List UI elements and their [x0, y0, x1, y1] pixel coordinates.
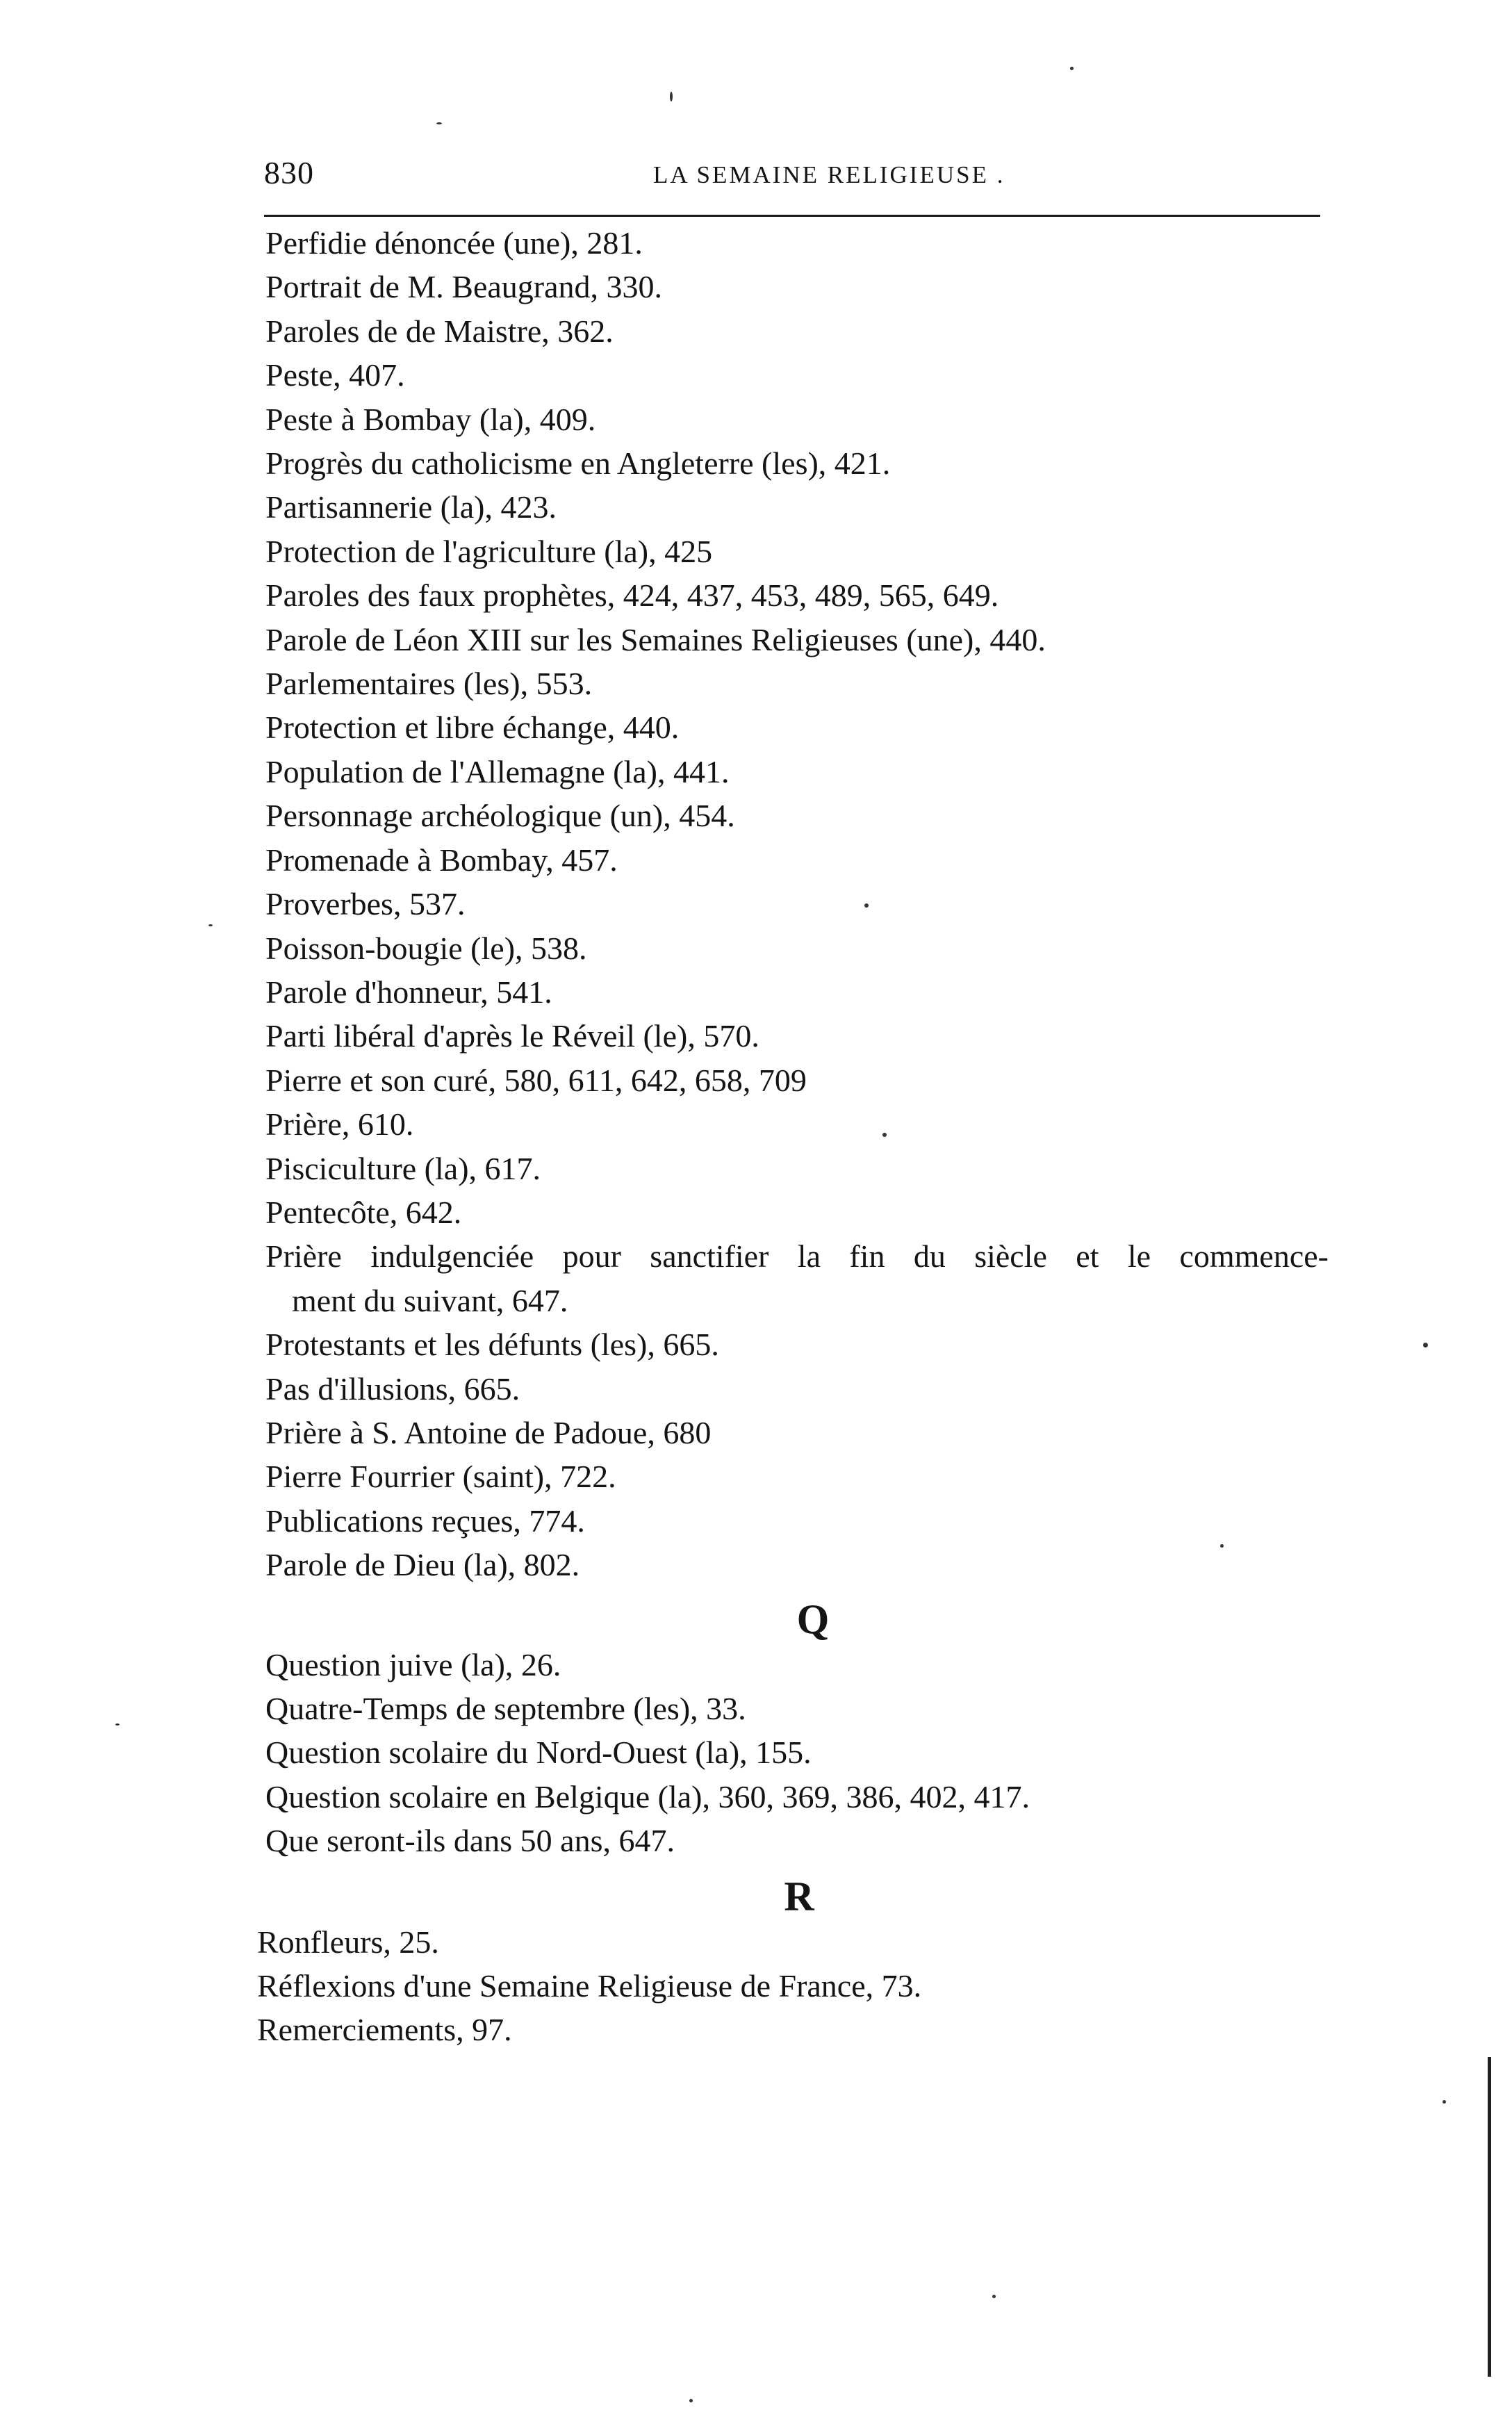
index-entry: Population de l'Allemagne (la), 441. — [265, 753, 730, 789]
index-entry: Protection de l'agriculture (la), 425 — [265, 533, 713, 569]
scan-speck — [1443, 2100, 1446, 2104]
index-entry: Partisannerie (la), 423. — [265, 489, 557, 525]
section-letter-r: R — [784, 1873, 814, 1919]
index-entry: Paroles des faux prophètes, 424, 437, 453, 489, 565, 649. — [265, 577, 999, 614]
scan-speck — [436, 122, 442, 124]
index-entry: Peste à Bombay (la), 409. — [265, 401, 596, 437]
scan-speck — [670, 92, 673, 101]
index-list — [257, 221, 1327, 2052]
index-entry: Quatre-Temps de septembre (les), 33. — [265, 1691, 746, 1726]
scan-edge-mark — [1488, 2057, 1491, 2377]
index-entry: Progrès du catholicisme en Angleterre (les), 421. — [265, 445, 891, 482]
scan-speck — [1070, 67, 1074, 70]
index-entry: Protection et libre échange, 440. — [265, 710, 680, 746]
index-entry: Peste, 407. — [265, 357, 405, 393]
index-entry: Pentecôte, 642. — [265, 1194, 462, 1230]
page-number: 830 — [264, 155, 314, 190]
index-entry: Question scolaire en Belgique (la), 360, 369, 386, 402, 417. — [265, 1778, 1030, 1814]
index-entry: Parole de Léon XIII sur les Semaines Religieuses (une), 440. — [265, 621, 1046, 657]
scan-speck — [689, 2399, 693, 2402]
index-entry: Pierre Fourrier (saint), 722. — [265, 1459, 616, 1495]
index-entry: Parlementaires (les), 553. — [265, 666, 593, 702]
index-entry: Réflexions d'une Semaine Religieuse de France, 73. — [257, 1968, 922, 2004]
index-entry: Poisson-bougie (le), 538. — [265, 930, 587, 966]
index-entry: Parole de Dieu (la), 802. — [265, 1547, 580, 1583]
index-entry: Portrait de M. Beaugrand, 330. — [265, 269, 663, 305]
scan-speck — [992, 2295, 996, 2298]
index-entry: Personnage archéologique (un), 454. — [265, 798, 735, 834]
index-entry: Question juive (la), 26. — [265, 1646, 561, 1682]
index-entry: Prière indulgenciée pour sanctifier la fin du siècle et le commence- — [265, 1238, 1329, 1275]
index-entry: Pas d'illusions, 665. — [265, 1370, 520, 1407]
running-title: LA SEMAINE RELIGIEUSE . — [653, 161, 1005, 188]
scan-speck — [882, 1133, 887, 1137]
page-header — [264, 154, 1320, 196]
section-letter-q: Q — [796, 1596, 830, 1642]
index-entry: Question scolaire du Nord-Ouest (la), 155. — [265, 1735, 812, 1771]
scan-speck — [115, 1723, 120, 1726]
index-entry: Pisciculture (la), 617. — [265, 1150, 541, 1186]
index-entry: Parole d'honneur, 541. — [265, 974, 552, 1010]
header-rule — [264, 215, 1320, 217]
scan-speck — [208, 924, 213, 926]
index-entry: Prière, 610. — [265, 1106, 414, 1142]
index-entry: Prière à S. Antoine de Padoue, 680 — [265, 1414, 712, 1450]
index-entry: Que seront-ils dans 50 ans, 647. — [265, 1823, 675, 1859]
index-entry: Protestants et les défunts (les), 665. — [265, 1327, 719, 1363]
index-entry: Paroles de de Maistre, 362. — [265, 313, 614, 349]
scan-speck — [1423, 1343, 1428, 1347]
scan-speck — [1220, 1544, 1224, 1548]
index-entry: Perfidie dénoncée (une), 281. — [265, 225, 643, 261]
index-entry-continuation: ment du suivant, 647. — [292, 1282, 568, 1318]
index-entry: Publications reçues, 774. — [265, 1502, 585, 1539]
index-entry: Parti libéral d'après le Réveil (le), 570. — [265, 1018, 759, 1054]
scan-speck — [864, 903, 869, 908]
index-entry: Promenade à Bombay, 457. — [265, 842, 618, 878]
index-entry: Proverbes, 537. — [265, 886, 466, 922]
index-entry: Pierre et son curé, 580, 611, 642, 658, 709 — [265, 1062, 807, 1098]
index-entry: Remerciements, 97. — [257, 2012, 512, 2048]
index-entry: Ronfleurs, 25. — [257, 1924, 439, 1960]
